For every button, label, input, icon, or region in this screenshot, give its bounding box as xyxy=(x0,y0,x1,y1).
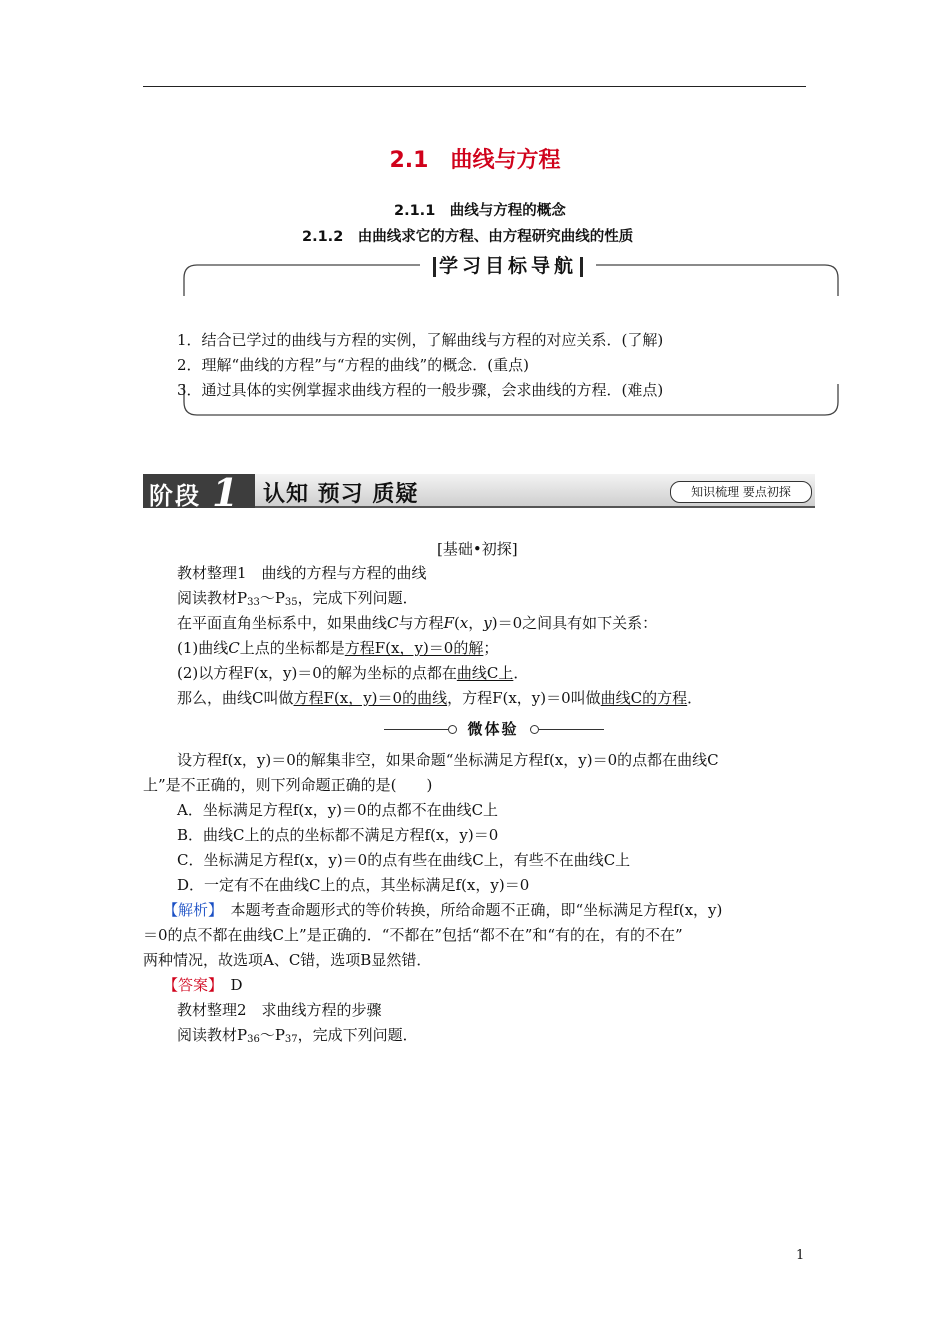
divider-circle-right xyxy=(530,725,539,734)
text: 上点的坐标都是 xyxy=(239,639,345,657)
text: ( xyxy=(453,614,460,632)
page-sub: 35 xyxy=(284,597,298,608)
top-rule xyxy=(143,86,806,87)
text: ； xyxy=(483,639,499,657)
objective-3: 3．通过具体的实例掌握求曲线方程的一般步骤，会求曲线的方程．(难点) xyxy=(177,381,664,399)
var-c: C xyxy=(228,639,240,657)
material1-line2 xyxy=(177,638,498,658)
question-stem-1: 设方程f(x，y)＝0的解集非空，如果命题“坐标满足方程f(x，y)＝0的点都在曲线C xyxy=(177,751,719,769)
page-sub: 36 xyxy=(247,1034,260,1045)
read-text: ，完成下列问题． xyxy=(297,1026,418,1044)
fill-blank: 曲线C的方程 xyxy=(600,689,688,707)
divider-circle-left xyxy=(448,725,457,734)
banner-bar-left xyxy=(433,257,436,277)
read-text: ～P xyxy=(259,589,285,607)
read-text: ～P xyxy=(259,1026,285,1044)
page-sub: 33 xyxy=(247,597,260,608)
var-c: C xyxy=(387,614,399,632)
read-text: 阅读教材P xyxy=(177,589,248,607)
stage-heading: 认知 预习 质疑 xyxy=(263,482,419,507)
stage-number: 1 xyxy=(212,470,239,515)
read-text: ，完成下列问题． xyxy=(297,589,418,607)
fill-blank: 方程F(x，y)＝0的曲线 xyxy=(293,689,448,707)
micro-divider xyxy=(384,718,604,740)
var-y: y xyxy=(483,614,492,632)
stage-word: 阶段 xyxy=(149,482,201,510)
material1-line1 xyxy=(177,613,657,633)
divider-rule-right xyxy=(539,729,604,730)
text: ． xyxy=(513,664,529,682)
option-d: D．一定有不在曲线C上的点，其坐标满足f(x，y)＝0 xyxy=(177,876,530,894)
material1-title: 教材整理1 曲线的方程与方程的曲线 xyxy=(177,564,427,582)
material1-line3 xyxy=(177,663,528,683)
objective-2: 2．理解“曲线的方程”与“方程的曲线”的概念．(重点) xyxy=(177,356,529,374)
text: ． xyxy=(687,689,703,707)
read-text: 阅读教材P xyxy=(177,1026,248,1044)
divider-rule-left xyxy=(384,729,448,730)
page-number: 1 xyxy=(796,1248,805,1263)
analysis-line-3: 两种情况，故选项A、C错，选项B显然错． xyxy=(143,951,432,969)
answer-value: D xyxy=(215,976,243,994)
question-stem-2: 上”是不正确的，则下列命题正确的是( ) xyxy=(143,776,433,794)
text: 在平面直角坐标系中，如果曲线 xyxy=(177,614,388,632)
subtitle-2-1-2: 2.1.2 由曲线求它的方程、由方程研究曲线的性质 xyxy=(302,229,634,245)
text: 与方程 xyxy=(398,614,444,632)
text: ，方程F(x，y)＝0叫做 xyxy=(447,689,601,707)
objective-1: 1．结合已学过的曲线与方程的实例，了解曲线与方程的对应关系．(了解) xyxy=(177,331,664,349)
section-tag: [基础•初探] xyxy=(437,540,518,558)
option-b: B．曲线C上的点的坐标都不满足方程f(x，y)＝0 xyxy=(177,826,499,844)
option-c: C．坐标满足方程f(x，y)＝0的点有些在曲线C上，有些不在曲线C上 xyxy=(177,851,631,869)
banner-bar-right xyxy=(580,257,583,277)
var-f: F xyxy=(443,614,454,632)
stage-tag: 知识梳理 要点初探 xyxy=(670,481,812,503)
text: ， xyxy=(468,614,484,632)
objectives-banner xyxy=(420,251,596,277)
material1-line4 xyxy=(177,688,702,708)
analysis-label: 【解析】 xyxy=(163,901,216,919)
stage-banner xyxy=(143,470,815,515)
answer-line xyxy=(163,975,243,995)
text: (1)曲线 xyxy=(177,639,229,657)
text: (2)以方程F(x，y)＝0的解为坐标的点都在 xyxy=(177,664,457,682)
material1-reading xyxy=(177,588,418,613)
material2-reading xyxy=(177,1025,418,1050)
analysis-line-2: ＝0的点不都在曲线C上”是正确的．“不都在”包括“都不在”和“有的在，有的不在” xyxy=(143,926,683,944)
analysis-line-1 xyxy=(163,900,722,920)
material2-title: 教材整理2 求曲线方程的步骤 xyxy=(177,1001,382,1019)
fill-blank: 曲线C上 xyxy=(456,664,514,682)
answer-label: 【答案】 xyxy=(163,976,216,994)
objectives-banner-text: 学习目标导航 xyxy=(438,255,577,277)
option-a: A．坐标满足方程f(x，y)＝0的点都不在曲线C上 xyxy=(177,801,499,819)
page-sub: 37 xyxy=(284,1034,298,1045)
fill-blank: 方程F(x，y)＝0的解 xyxy=(344,639,484,657)
micro-label: 微体验 xyxy=(467,720,519,738)
text: 本题考查命题形式的等价转换，所给命题不正确，即“坐标满足方程f(x，y) xyxy=(215,901,723,919)
var-x: x xyxy=(459,614,469,632)
text: )＝0之间具有如下关系： xyxy=(491,614,658,632)
text: 那么，曲线C叫做 xyxy=(177,689,294,707)
subtitle-2-1-1: 2.1.1 曲线与方程的概念 xyxy=(394,203,566,219)
page-title: 2.1 曲线与方程 xyxy=(389,148,561,173)
